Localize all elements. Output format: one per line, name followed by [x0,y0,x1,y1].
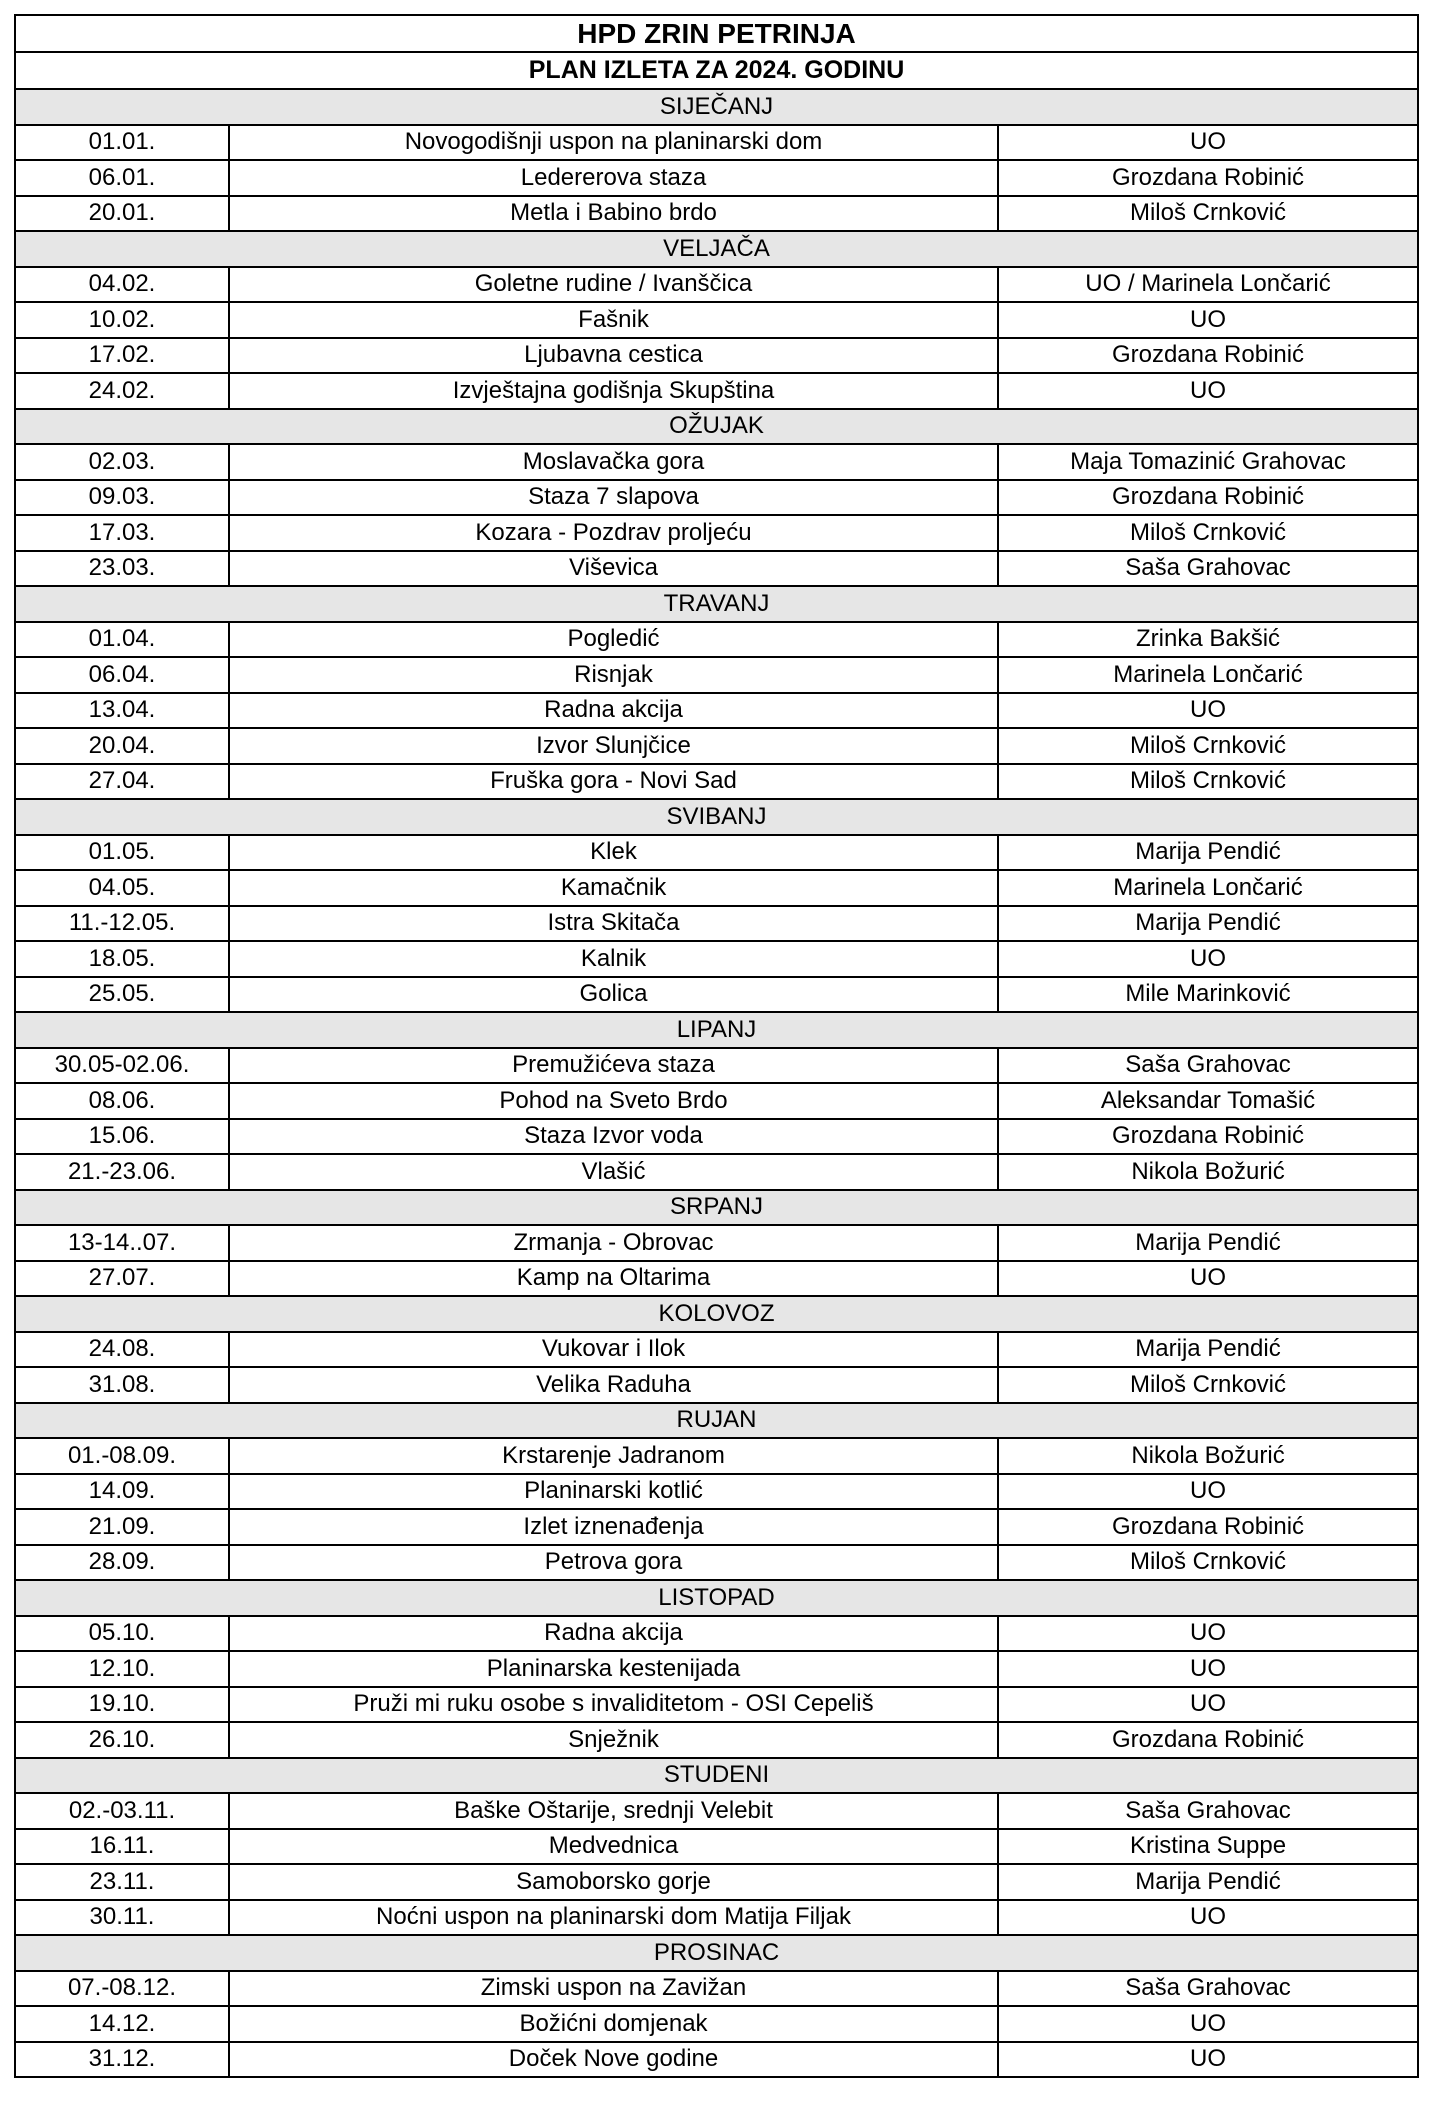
trip-event: Zrmanja - Obrovac [229,1225,998,1261]
month-name: SIJEČANJ [15,89,1418,125]
trip-date: 08.06. [15,1083,229,1119]
month-header-row [15,1296,1418,1332]
trip-row [15,870,1418,906]
trip-date: 30.05-02.06. [15,1048,229,1084]
trip-date: 23.11. [15,1864,229,1900]
trip-event: Fašnik [229,302,998,338]
trip-leader: Saša Grahovac [998,1048,1418,1084]
trip-row [15,1616,1418,1652]
trip-date: 14.12. [15,2006,229,2042]
trip-leader: Grozdana Robinić [998,1119,1418,1155]
trip-date: 20.01. [15,196,229,232]
trip-row [15,1651,1418,1687]
trip-date: 19.10. [15,1687,229,1723]
trip-event: Pogledić [229,622,998,658]
month-name: RUJAN [15,1403,1418,1439]
trip-row [15,2042,1418,2078]
trip-event: Medvednica [229,1829,998,1865]
trip-date: 13-14..07. [15,1225,229,1261]
month-header-row [15,1012,1418,1048]
trip-date: 17.03. [15,515,229,551]
trip-leader: Nikola Božurić [998,1438,1418,1474]
trip-event: Izvor Slunjčice [229,728,998,764]
trip-row [15,906,1418,942]
trip-event: Krstarenje Jadranom [229,1438,998,1474]
trip-date: 17.02. [15,338,229,374]
trip-row [15,1687,1418,1723]
trip-row [15,941,1418,977]
trip-date: 30.11. [15,1900,229,1936]
trip-leader: Grozdana Robinić [998,160,1418,196]
trip-row [15,373,1418,409]
trip-event: Golica [229,977,998,1013]
trip-row [15,1509,1418,1545]
trip-row [15,160,1418,196]
trip-date: 27.04. [15,764,229,800]
trip-leader: UO [998,693,1418,729]
trip-leader: UO [998,125,1418,161]
trip-date: 20.04. [15,728,229,764]
month-name: STUDENI [15,1758,1418,1794]
trip-date: 05.10. [15,1616,229,1652]
trip-row [15,1545,1418,1581]
trip-date: 01.04. [15,622,229,658]
month-header-row [15,799,1418,835]
trip-event: Pohod na Sveto Brdo [229,1083,998,1119]
trip-row [15,728,1418,764]
trip-row [15,444,1418,480]
month-name: LISTOPAD [15,1580,1418,1616]
trip-event: Ledererova staza [229,160,998,196]
month-header-row [15,409,1418,445]
trip-leader: UO [998,2006,1418,2042]
trip-plan-body [15,15,1418,2077]
trip-date: 31.12. [15,2042,229,2078]
trip-row [15,835,1418,871]
trip-date: 04.05. [15,870,229,906]
trip-leader: UO [998,2042,1418,2078]
trip-date: 04.02. [15,267,229,303]
trip-leader: Marija Pendić [998,1864,1418,1900]
month-name: KOLOVOZ [15,1296,1418,1332]
trip-leader: Grozdana Robinić [998,480,1418,516]
trip-leader: UO [998,1687,1418,1723]
trip-leader: Nikola Božurić [998,1154,1418,1190]
trip-event: Vukovar i Ilok [229,1332,998,1368]
trip-event: Doček Nove godine [229,2042,998,2078]
trip-row [15,622,1418,658]
trip-date: 21.-23.06. [15,1154,229,1190]
trip-row [15,1083,1418,1119]
trip-row [15,1332,1418,1368]
trip-event: Ljubavna cestica [229,338,998,374]
trip-event: Snježnik [229,1722,998,1758]
trip-leader: UO [998,941,1418,977]
trip-date: 21.09. [15,1509,229,1545]
trip-date: 25.05. [15,977,229,1013]
trip-row [15,551,1418,587]
trip-event: Klek [229,835,998,871]
trip-date: 02.03. [15,444,229,480]
trip-event: Vlašić [229,1154,998,1190]
trip-row [15,977,1418,1013]
trip-event: Božićni domjenak [229,2006,998,2042]
trip-row [15,338,1418,374]
trip-date: 24.02. [15,373,229,409]
trip-row [15,1829,1418,1865]
trip-leader: Marija Pendić [998,906,1418,942]
trip-leader: Marinela Lončarić [998,657,1418,693]
trip-event: Velika Raduha [229,1367,998,1403]
trip-date: 02.-03.11. [15,1793,229,1829]
trip-leader: Miloš Crnković [998,1545,1418,1581]
trip-leader: Mile Marinković [998,977,1418,1013]
trip-date: 24.08. [15,1332,229,1368]
trip-row [15,693,1418,729]
trip-leader: Miloš Crnković [998,515,1418,551]
trip-leader: Marinela Lončarić [998,870,1418,906]
trip-date: 23.03. [15,551,229,587]
trip-event: Petrova gora [229,1545,998,1581]
month-name: LIPANJ [15,1012,1418,1048]
month-header-row [15,1935,1418,1971]
trip-row [15,2006,1418,2042]
trip-event: Radna akcija [229,693,998,729]
trip-row [15,1474,1418,1510]
trip-event: Istra Skitača [229,906,998,942]
trip-leader: UO [998,373,1418,409]
trip-row [15,125,1418,161]
trip-row [15,1900,1418,1936]
trip-row [15,267,1418,303]
month-name: SRPANJ [15,1190,1418,1226]
trip-row [15,1793,1418,1829]
month-header-row [15,1580,1418,1616]
trip-leader: Grozdana Robinić [998,1722,1418,1758]
trip-date: 09.03. [15,480,229,516]
trip-row [15,1864,1418,1900]
trip-event: Fruška gora - Novi Sad [229,764,998,800]
trip-row [15,302,1418,338]
trip-row [15,1048,1418,1084]
trip-event: Premužićeva staza [229,1048,998,1084]
month-name: PROSINAC [15,1935,1418,1971]
trip-date: 01.-08.09. [15,1438,229,1474]
trip-date: 15.06. [15,1119,229,1155]
month-name: SVIBANJ [15,799,1418,835]
trip-date: 16.11. [15,1829,229,1865]
trip-date: 28.09. [15,1545,229,1581]
trip-leader: Grozdana Robinić [998,1509,1418,1545]
trip-leader: Marija Pendić [998,1225,1418,1261]
club-title: HPD ZRIN PETRINJA [15,15,1418,52]
trip-date: 10.02. [15,302,229,338]
trip-row [15,657,1418,693]
trip-date: 06.01. [15,160,229,196]
trip-leader: Saša Grahovac [998,551,1418,587]
trip-date: 31.08. [15,1367,229,1403]
trip-date: 14.09. [15,1474,229,1510]
trip-date: 27.07. [15,1261,229,1297]
month-header-row [15,1758,1418,1794]
trip-row [15,1722,1418,1758]
trip-event: Planinarska kestenijada [229,1651,998,1687]
trip-leader: Miloš Crnković [998,1367,1418,1403]
trip-row [15,1438,1418,1474]
trip-row [15,1225,1418,1261]
month-name: VELJAČA [15,231,1418,267]
trip-date: 18.05. [15,941,229,977]
trip-event: Planinarski kotlić [229,1474,998,1510]
trip-leader: UO / Marinela Lončarić [998,267,1418,303]
trip-leader: Saša Grahovac [998,1971,1418,2007]
trip-leader: Saša Grahovac [998,1793,1418,1829]
trip-date: 01.01. [15,125,229,161]
trip-leader: Zrinka Bakšić [998,622,1418,658]
trip-event: Viševica [229,551,998,587]
trip-plan-sheet [14,14,1417,2078]
trip-event: Goletne rudine / Ivanščica [229,267,998,303]
trip-date: 11.-12.05. [15,906,229,942]
trip-leader: UO [998,1900,1418,1936]
month-header-row [15,1403,1418,1439]
trip-leader: Grozdana Robinić [998,338,1418,374]
subtitle-row [15,52,1418,89]
trip-row [15,196,1418,232]
trip-date: 12.10. [15,1651,229,1687]
trip-event: Staza 7 slapova [229,480,998,516]
trip-event: Izvještajna godišnja Skupština [229,373,998,409]
trip-leader: Marija Pendić [998,1332,1418,1368]
trip-event: Moslavačka gora [229,444,998,480]
trip-leader: UO [998,302,1418,338]
trip-date: 01.05. [15,835,229,871]
month-header-row [15,231,1418,267]
trip-leader: Marija Pendić [998,835,1418,871]
title-row [15,15,1418,52]
plan-subtitle: PLAN IZLETA ZA 2024. GODINU [15,52,1418,89]
trip-leader: Kristina Suppe [998,1829,1418,1865]
trip-date: 26.10. [15,1722,229,1758]
trip-event: Baške Oštarije, srednji Velebit [229,1793,998,1829]
trip-leader: Miloš Crnković [998,728,1418,764]
trip-date: 06.04. [15,657,229,693]
trip-event: Staza Izvor voda [229,1119,998,1155]
trip-event: Samoborsko gorje [229,1864,998,1900]
trip-row [15,1119,1418,1155]
trip-event: Radna akcija [229,1616,998,1652]
trip-leader: Aleksandar Tomašić [998,1083,1418,1119]
month-header-row [15,586,1418,622]
trip-event: Novogodišnji uspon na planinarski dom [229,125,998,161]
month-header-row [15,1190,1418,1226]
trip-leader: UO [998,1261,1418,1297]
trip-leader: Miloš Crnković [998,764,1418,800]
trip-leader: UO [998,1616,1418,1652]
month-name: TRAVANJ [15,586,1418,622]
trip-event: Risnjak [229,657,998,693]
trip-leader: UO [998,1651,1418,1687]
trip-date: 07.-08.12. [15,1971,229,2007]
trip-event: Pruži mi ruku osobe s invaliditetom - OSI Cepeliš [229,1687,998,1723]
trip-leader: Miloš Crnković [998,196,1418,232]
trip-event: Zimski uspon na Zavižan [229,1971,998,2007]
trip-event: Metla i Babino brdo [229,196,998,232]
trip-event: Kamačnik [229,870,998,906]
trip-row [15,764,1418,800]
trip-plan-table [14,14,1419,2078]
trip-row [15,1971,1418,2007]
trip-row [15,1154,1418,1190]
trip-leader: Maja Tomazinić Grahovac [998,444,1418,480]
trip-row [15,480,1418,516]
trip-row [15,515,1418,551]
trip-event: Izlet iznenađenja [229,1509,998,1545]
trip-date: 13.04. [15,693,229,729]
trip-event: Kalnik [229,941,998,977]
trip-leader: UO [998,1474,1418,1510]
trip-event: Kamp na Oltarima [229,1261,998,1297]
month-header-row [15,89,1418,125]
trip-row [15,1261,1418,1297]
trip-event: Noćni uspon na planinarski dom Matija Filjak [229,1900,998,1936]
month-name: OŽUJAK [15,409,1418,445]
trip-row [15,1367,1418,1403]
trip-event: Kozara - Pozdrav proljeću [229,515,998,551]
